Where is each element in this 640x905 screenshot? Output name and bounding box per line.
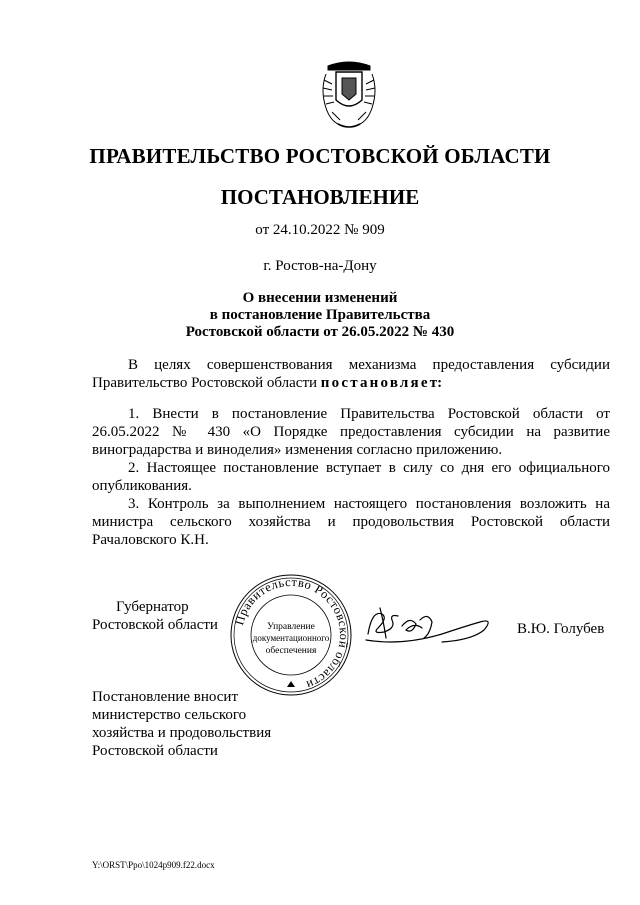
document-type: ПОСТАНОВЛЕНИЕ <box>220 185 420 209</box>
stamp-ring-text: Правительство Ростовской области <box>232 574 352 693</box>
intro-line: Ростовской области <box>92 743 218 759</box>
subject-line: О внесении изменений <box>242 290 398 306</box>
item-2: 2. Настоящее постановление вступает в силу со дня его официального опубликования. <box>92 460 610 494</box>
intro-line: Постановление вносит <box>92 689 239 705</box>
handwritten-signature <box>362 600 494 648</box>
decree-word-end: т: <box>429 375 443 391</box>
intro-line: хозяйства и продовольствия <box>92 725 272 741</box>
signatory-name: В.Ю. Голубев <box>517 621 605 637</box>
position-line: Ростовской области <box>92 617 218 633</box>
preamble-paragraph <box>92 356 610 392</box>
subject-line: Ростовской области от 26.05.2022 № 430 <box>185 324 455 340</box>
introduced-by <box>92 688 271 760</box>
official-stamp <box>229 573 353 697</box>
stamp-center-line: обеспечения <box>265 646 317 656</box>
item-3: 3. Контроль за выполнением настоящего постановления возложить на министра сельского хозяйства и продовольствия Ростовской области Рачаловского К.Н. <box>92 496 610 548</box>
government-title: ПРАВИТЕЛЬСТВО РОСТОВСКОЙ ОБЛАСТИ <box>89 144 551 168</box>
stamp-center-line: документационного <box>252 633 330 643</box>
subject-line: в постановление Правительства <box>209 307 431 323</box>
stamp-center-line: Управление <box>267 622 315 632</box>
item-1: 1. Внести в постановление Правительства Ростовской области от 26.05.2022 № 430 «О Порядке предоставления субсидии на развитие виноградарства и виноделия» изменения согласно приложению. <box>92 406 610 458</box>
file-path: Y:\ORST\Ppo\1024p909.f22.docx <box>92 860 215 870</box>
city: г. Ростов-на-Дону <box>263 258 377 274</box>
document-subject <box>0 290 640 341</box>
document-body <box>92 356 610 549</box>
position-line: Губернатор <box>116 599 189 615</box>
signatory-position <box>92 598 218 634</box>
date-number: от 24.10.2022 № 909 <box>255 222 385 238</box>
decree-word: постановляе <box>320 375 430 391</box>
preamble-text: В целях совершенствования механизма предоставления субсидии Правительство Ростовской области <box>92 357 610 391</box>
intro-line: министерство сельского <box>92 707 247 723</box>
coat-of-arms-icon <box>318 60 380 132</box>
